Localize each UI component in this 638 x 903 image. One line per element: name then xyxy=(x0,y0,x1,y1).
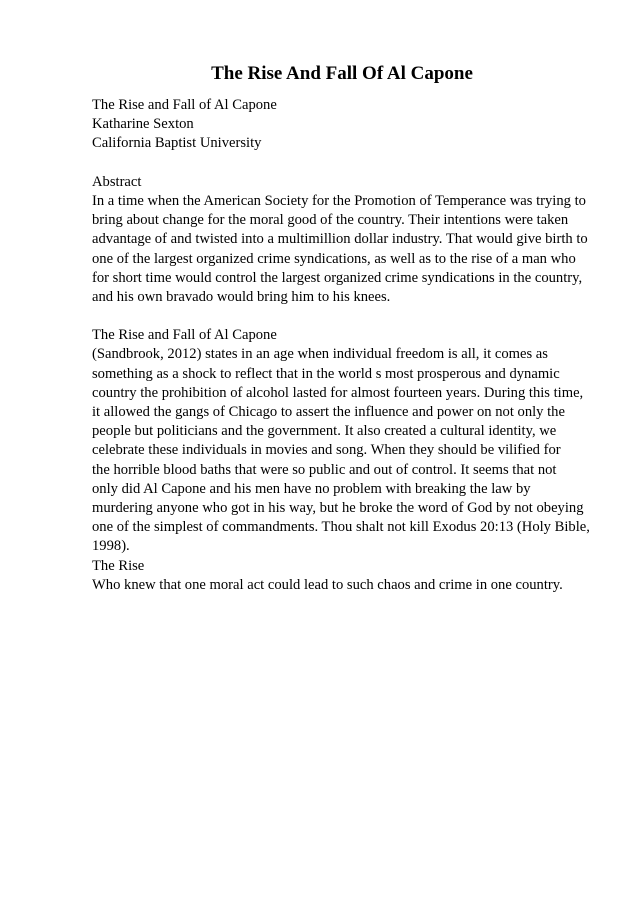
section-line: something as a shock to reflect that in the world s most prosperous and dynamic xyxy=(92,365,560,382)
section-line: people but politicians and the government. It also created a cultural identity, we xyxy=(92,423,557,440)
abstract-line: bring about change for the moral good of the country. Their intentions were taken xyxy=(92,212,569,229)
abstract-line: one of the largest organized crime syndications, as well as to the rise of a man who xyxy=(92,250,576,267)
section-line: it allowed the gangs of Chicago to assert the influence and power on not only the xyxy=(92,404,565,420)
abstract-line: for short time would control the largest organized crime syndications in the country, xyxy=(92,269,583,286)
paragraph-spacer xyxy=(92,307,612,326)
section-line: country the prohibition of alcohol lasted for almost fourteen years. During this time, xyxy=(92,384,584,401)
paragraph-spacer xyxy=(92,154,612,173)
document-title: The Rise And Fall Of Al Capone xyxy=(211,63,473,84)
abstract-line: and his own bravado would bring him to his knees. xyxy=(92,288,391,305)
section-line: Who knew that one moral act could lead to such chaos and crime in one country. xyxy=(92,576,563,593)
section-line: 1998). xyxy=(92,538,130,555)
section-line: only did Al Capone and his men have no problem with breaking the law by xyxy=(92,480,531,497)
document-body xyxy=(92,96,612,595)
abstract-heading: Abstract xyxy=(92,173,142,190)
abstract-line: In a time when the American Society for the Promotion of Temperance was trying to xyxy=(92,192,586,209)
section-line: murdering anyone who got in his way, but he broke the word of God by not obeying xyxy=(92,499,584,516)
section-heading: The Rise and Fall of Al Capone xyxy=(92,327,277,344)
author-name: Katharine Sexton xyxy=(92,116,194,133)
section-line: the horrible blood baths that were so public and out of control. It seems that not xyxy=(92,461,557,478)
section-line: celebrate these individuals in movies and song. When they should be vilified for xyxy=(92,442,561,459)
abstract-line: advantage of and twisted into a multimillion dollar industry. That would give birth to xyxy=(92,231,588,248)
section-line: (Sandbrook, 2012) states in an age when individual freedom is all, it comes as xyxy=(92,346,548,363)
section-heading: The Rise xyxy=(92,557,145,574)
section-line: one of the simplest of commandments. Thou shalt not kill Exodus 20:13 (Holy Bible, xyxy=(92,519,590,536)
paper-title: The Rise and Fall of Al Capone xyxy=(92,97,277,113)
institution-name: California Baptist University xyxy=(92,135,262,152)
